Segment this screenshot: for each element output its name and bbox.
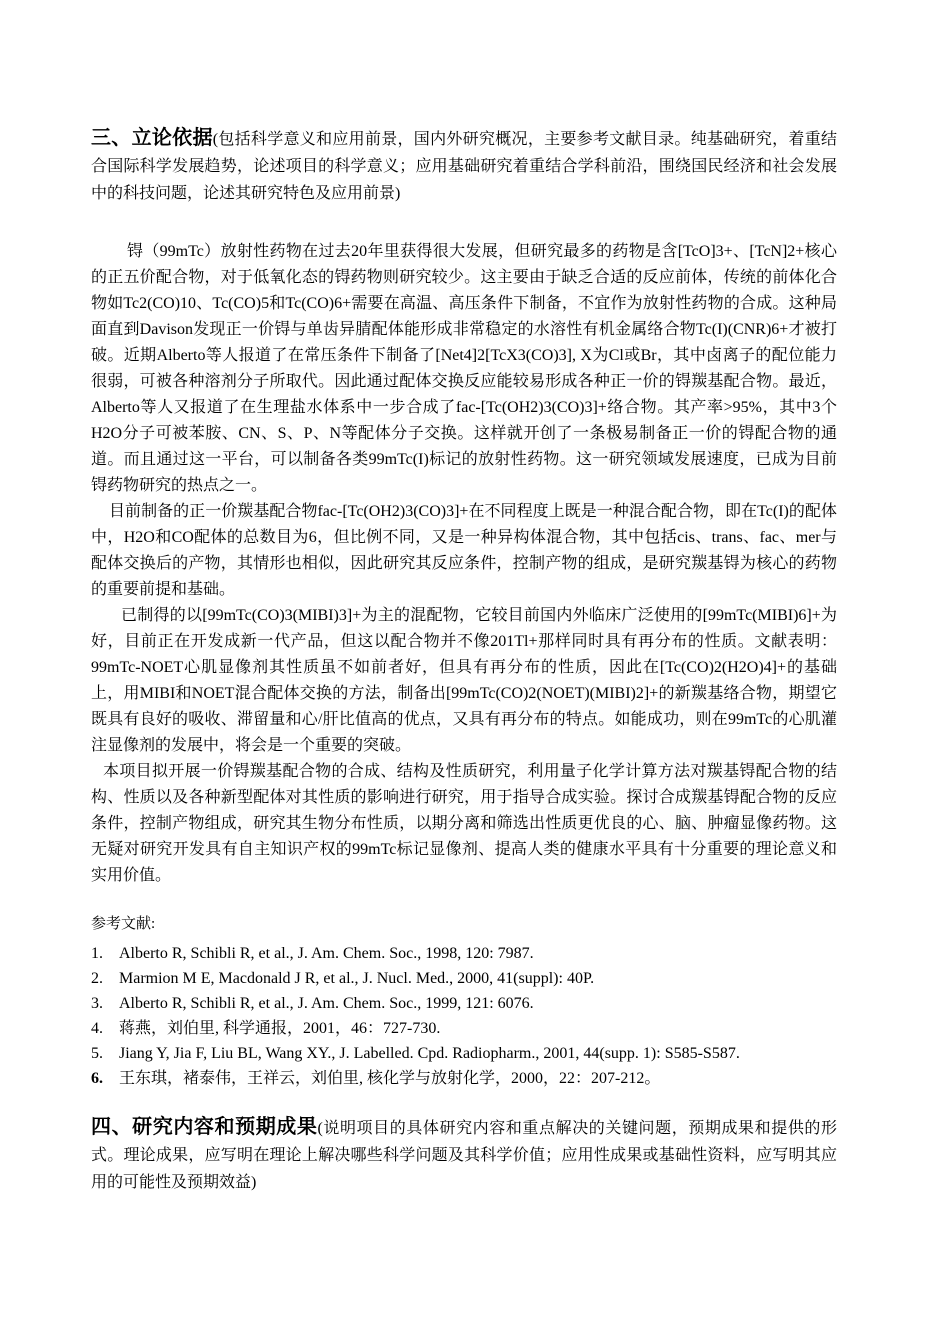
- reference-item: [91, 1016, 837, 1041]
- section-4-note: (说明项目的具体研究内容和重点解决的关键问题，预期成果和提供的形式。理论成果，应写明在理论上解决哪些科学问题及其科学价值；应用性成果或基础性资料，应写明其应用的可能性及预期效益): [91, 1120, 837, 1191]
- reference-text: Alberto R, Schibli R, et al., J. Am. Chem. Soc., 1999, 121: 6076.: [119, 995, 534, 1012]
- paragraph-1: 锝（99mTc）放射性药物在过去20年里获得很大发展，但研究最多的药物是含[TcO]3+、[TcN]2+核心的正五价配合物，对于低氧化态的锝药物则研究较少。这主要由于缺乏合适的反应前体，传统的前体化合物如Tc2(CO)10、Tc(CO)5和Tc(CO)6+需要在高温、高压条件下制备，不宜作为放射性药物的合成。这种局面直到Davison发现正一价锝与单齿异腈配体能形成非常稳定的水溶性有机金属络合物Tc(I)(CNR)6+才被打破。近期Alberto等人报道了在常压条件下制备了[Net4]2[TcX3(CO)3], X为Cl或Br，其中卤离子的配位能力很弱，可被各种溶剂分子所取代。因此通过配体交换反应能较易形成各种正一价的锝羰基配合物。最近，Alberto等人又报道了在生理盐水体系中一步合成了fac-[Tc(OH2)3(CO)3]+络合物。其产率>95%，其中3个H2O分子可被苯胺、CN、S、P、N等配体分子交换。这样就开创了一条极易制备正一价的锝配合物的通道。而且通过这一平台，可以制备各类99mTc(I)标记的放射性药物。这一研究领域发展速度，已成为目前锝药物研究的热点之一。: [91, 243, 837, 494]
- reference-item: [91, 966, 837, 991]
- section-3-header: [91, 124, 837, 207]
- paragraph-4: 本项目拟开展一价锝羰基配合物的合成、结构及性质研究，利用量子化学计算方法对羰基锝配合物的结构、性质以及各种新型配体对其性质的影响进行研究，用于指导合成实验。探讨合成羰基锝配合物的反应条件，控制产物组成，研究其生物分布性质，以期分离和筛选出性质更优良的心、脑、肿瘤显像药物。这无疑对研究开发具有自主知识产权的99mTc标记显像剂、提高人类的健康水平具有十分重要的理论意义和实用价值。: [91, 763, 837, 884]
- section-3-note: (包括科学意义和应用前景，国内外研究概况，主要参考文献目录。纯基础研究，着重结合国际科学发展趋势，论述项目的科学意义；应用基础研究着重结合学科前沿，围绕国民经济和社会发展中的科技问题，论述其研究特色及应用前景): [91, 131, 837, 202]
- reference-text: Marmion M E, Macdonald J R, et al., J. Nucl. Med., 2000, 41(suppl): 40P.: [119, 970, 595, 987]
- reference-number: 5.: [91, 1045, 103, 1062]
- reference-number: 3.: [91, 995, 103, 1012]
- section-3-title: 三、立论依据: [91, 125, 213, 149]
- reference-text: Jiang Y, Jia F, Liu BL, Wang XY., J. Labelled. Cpd. Radiopharm., 2001, 44(supp. 1): S585-S587.: [119, 1045, 740, 1062]
- paragraph-3: 已制得的以[99mTc(CO)3(MIBI)3]+为主的混配物，它较目前国内外临床广泛使用的[99mTc(MIBI)6]+为好，目前正在开发成新一代产品，但这以配合物并不像201Tl+那样同时具有再分布的性质。文献表明：99mTc-NOET心肌显像剂其性质虽不如前者好，但具有再分布的性质，因此在[Tc(CO)2(H2O)4]+的基础上，用MIBI和NOET混合配体交换的方法，制备出[99mTc(CO)2(NOET)(MIBI)2]+的新羰基络合物，期望它既具有良好的吸收、滞留量和心/肝比值高的优点，又具有再分布的特点。如能成功，则在99mTc的心肌灌注显像剂的发展中，将会是一个重要的突破。: [91, 607, 837, 754]
- reference-number: 1.: [91, 945, 103, 962]
- reference-text: 蒋燕，刘伯里, 科学通报，2001，46：727-730.: [119, 1020, 441, 1037]
- reference-number: 6.: [91, 1070, 103, 1087]
- reference-number: 2.: [91, 970, 103, 987]
- reference-list: [91, 941, 837, 1091]
- references-title: 参考文献:: [91, 916, 156, 932]
- reference-number: 4.: [91, 1020, 103, 1037]
- reference-item: [91, 1041, 837, 1066]
- reference-item: [91, 941, 837, 966]
- paragraph-2: 目前制备的正一价羰基配合物fac-[Tc(OH2)3(CO)3]+在不同程度上既是一种混合配合物，即在Tc(I)的配体中，H2O和CO配体的总数目为6，但比例不同，又是一种异构体混合物，其中包括cis、trans、fac、mer与配体交换后的产物，其情形也相似，因此研究其反应条件，控制产物的组成，是研究羰基锝为核心的药物的重要前提和基础。: [91, 503, 837, 598]
- reference-item: [91, 1066, 837, 1091]
- reference-item: [91, 991, 837, 1016]
- section-4-title: 四、研究内容和预期成果: [91, 1114, 318, 1138]
- reference-text: Alberto R, Schibli R, et al., J. Am. Chem. Soc., 1998, 120: 7987.: [119, 945, 534, 962]
- document-page: [91, 124, 837, 1196]
- reference-text: 王东琪，褚泰伟，王祥云，刘伯里, 核化学与放射化学，2000，22：207-212。: [119, 1070, 661, 1087]
- section-4-header: [91, 1113, 837, 1196]
